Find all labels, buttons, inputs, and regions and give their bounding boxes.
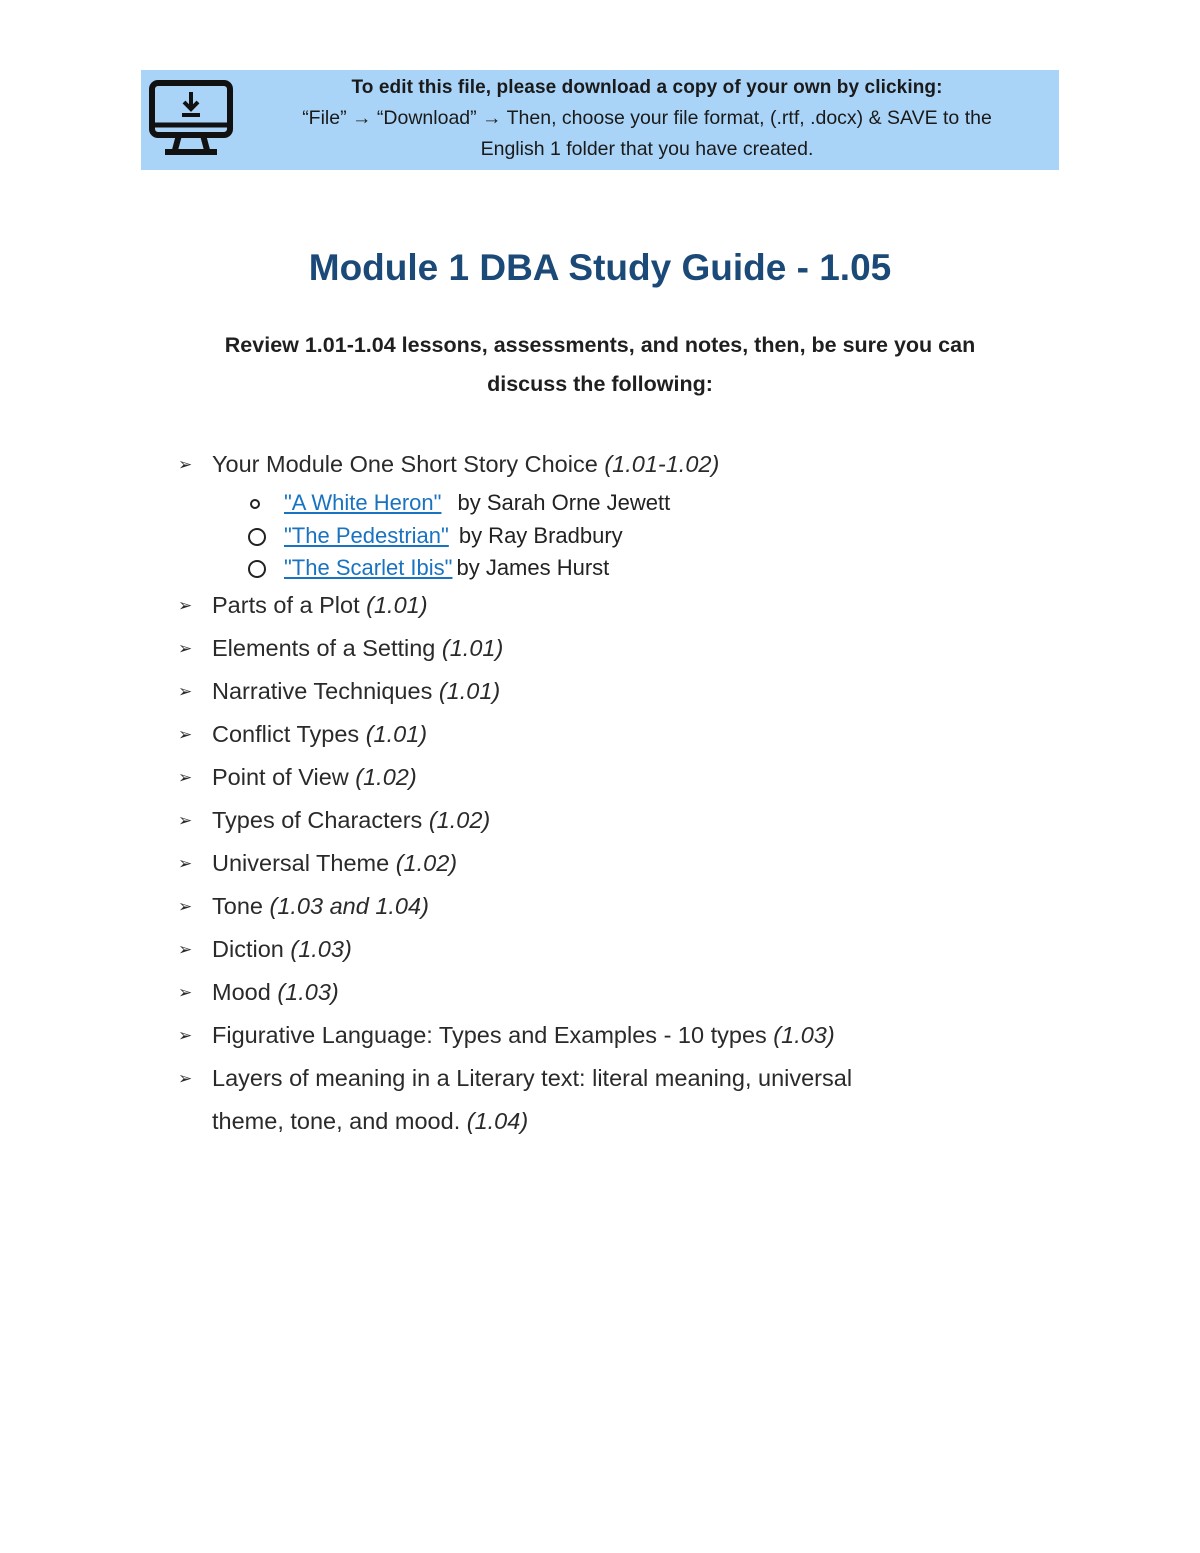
topic-lesson-ref: (1.03) <box>277 979 339 1005</box>
topic-item <box>212 670 500 713</box>
topic-item <box>212 713 427 756</box>
topic-item <box>212 584 428 627</box>
circle-bullet-icon <box>250 499 260 509</box>
intro-text <box>160 326 1040 404</box>
topic-lesson-ref: (1.03) <box>773 1022 835 1048</box>
topic-item <box>212 842 457 885</box>
topic-item-continuation <box>212 1100 528 1143</box>
topic-label: Figurative Language: Types and Examples - 10 types <box>212 1022 774 1048</box>
topic-label: Your Module One Short Story Choice <box>212 451 605 477</box>
download-instructions-banner <box>141 70 1059 170</box>
topic-label: Tone <box>212 893 270 919</box>
banner-line-1: To edit this file, please download a copy of your own by clicking: <box>351 77 943 98</box>
intro-line-1: Review 1.01-1.04 lessons, assessments, and notes, then, be sure you can <box>224 333 976 357</box>
topic-arrow-bullet-icon: ➢ <box>178 897 193 916</box>
topic-label: Point of View <box>212 764 356 790</box>
topic-lesson-ref: (1.02) <box>428 807 491 833</box>
topic-label: Universal Theme <box>212 850 396 876</box>
story-link[interactable]: "A White Heron" <box>284 490 442 515</box>
topic-arrow-bullet-icon: ➢ <box>178 639 193 658</box>
topic-arrow-bullet-icon: ➢ <box>178 768 193 787</box>
story-choice-item <box>284 520 623 552</box>
banner-text <box>241 76 1053 165</box>
topic-lesson-ref: (1.01) <box>438 678 501 704</box>
topic-arrow-bullet-icon: ➢ <box>178 940 193 959</box>
topic-arrow-bullet-icon: ➢ <box>178 682 193 701</box>
banner-line-2: “File” → “Download” → Then, choose your file format, (.rtf, .docx) & SAVE to the <box>302 107 992 129</box>
topic-lesson-ref: (1.03 and 1.04) <box>269 893 429 919</box>
topic-label: Elements of a Setting <box>212 635 442 661</box>
topic-lesson-ref: (1.01) <box>366 592 428 618</box>
topic-label: Diction <box>212 936 291 962</box>
story-author: by Ray Bradbury <box>458 523 623 548</box>
topic-arrow-bullet-icon: ➢ <box>178 725 193 744</box>
topic-arrow-bullet-icon: ➢ <box>178 455 193 474</box>
topic-label: Layers of meaning in a Literary text: literal meaning, universal <box>212 1065 853 1091</box>
story-link[interactable]: "The Pedestrian" <box>284 523 449 548</box>
topic-label: Mood <box>212 979 278 1005</box>
topic-label: Types of Characters <box>212 807 429 833</box>
topic-lesson-ref: (1.02) <box>355 764 417 790</box>
topic-item <box>212 1057 852 1100</box>
topic-arrow-bullet-icon: ➢ <box>178 983 193 1002</box>
topic-arrow-bullet-icon: ➢ <box>178 811 193 830</box>
topic-lesson-ref: (1.03) <box>290 936 352 962</box>
story-link[interactable]: "The Scarlet Ibis" <box>284 555 453 580</box>
topic-arrow-bullet-icon: ➢ <box>178 1026 193 1045</box>
page-title: Module 1 DBA Study Guide - 1.05 <box>308 247 892 288</box>
topic-item <box>212 885 429 928</box>
circle-bullet-icon <box>248 560 266 578</box>
banner-line-3: English 1 folder that you have created. <box>480 138 814 160</box>
download-monitor-icon <box>149 80 233 160</box>
topic-lesson-ref: (1.02) <box>395 850 458 876</box>
topic-arrow-bullet-icon: ➢ <box>178 854 193 873</box>
topic-label: Narrative Techniques <box>212 678 439 704</box>
topic-item <box>212 443 719 486</box>
intro-line-2: discuss the following: <box>487 372 713 396</box>
topic-item <box>212 756 417 799</box>
story-author: by James Hurst <box>456 555 610 580</box>
topic-label: Conflict Types <box>212 721 366 747</box>
story-choice-item <box>284 552 609 584</box>
topic-arrow-bullet-icon: ➢ <box>178 596 193 615</box>
topic-item <box>212 1014 835 1057</box>
topic-arrow-bullet-icon: ➢ <box>178 1069 193 1088</box>
topic-label: Parts of a Plot <box>212 592 367 618</box>
topic-lesson-ref: (1.01-1.02) <box>604 451 720 477</box>
topic-item <box>212 971 339 1014</box>
topic-lesson-ref: (1.04) <box>466 1108 529 1134</box>
story-author: by Sarah Orne Jewett <box>457 490 671 515</box>
topic-item <box>212 799 490 842</box>
topic-lesson-ref: (1.01) <box>365 721 428 747</box>
story-choice-item <box>284 487 670 519</box>
topic-item <box>212 928 352 971</box>
topic-lesson-ref: (1.01) <box>441 635 504 661</box>
circle-bullet-icon <box>248 528 266 546</box>
topic-item <box>212 627 503 670</box>
topic-label: theme, tone, and mood. <box>212 1108 467 1134</box>
